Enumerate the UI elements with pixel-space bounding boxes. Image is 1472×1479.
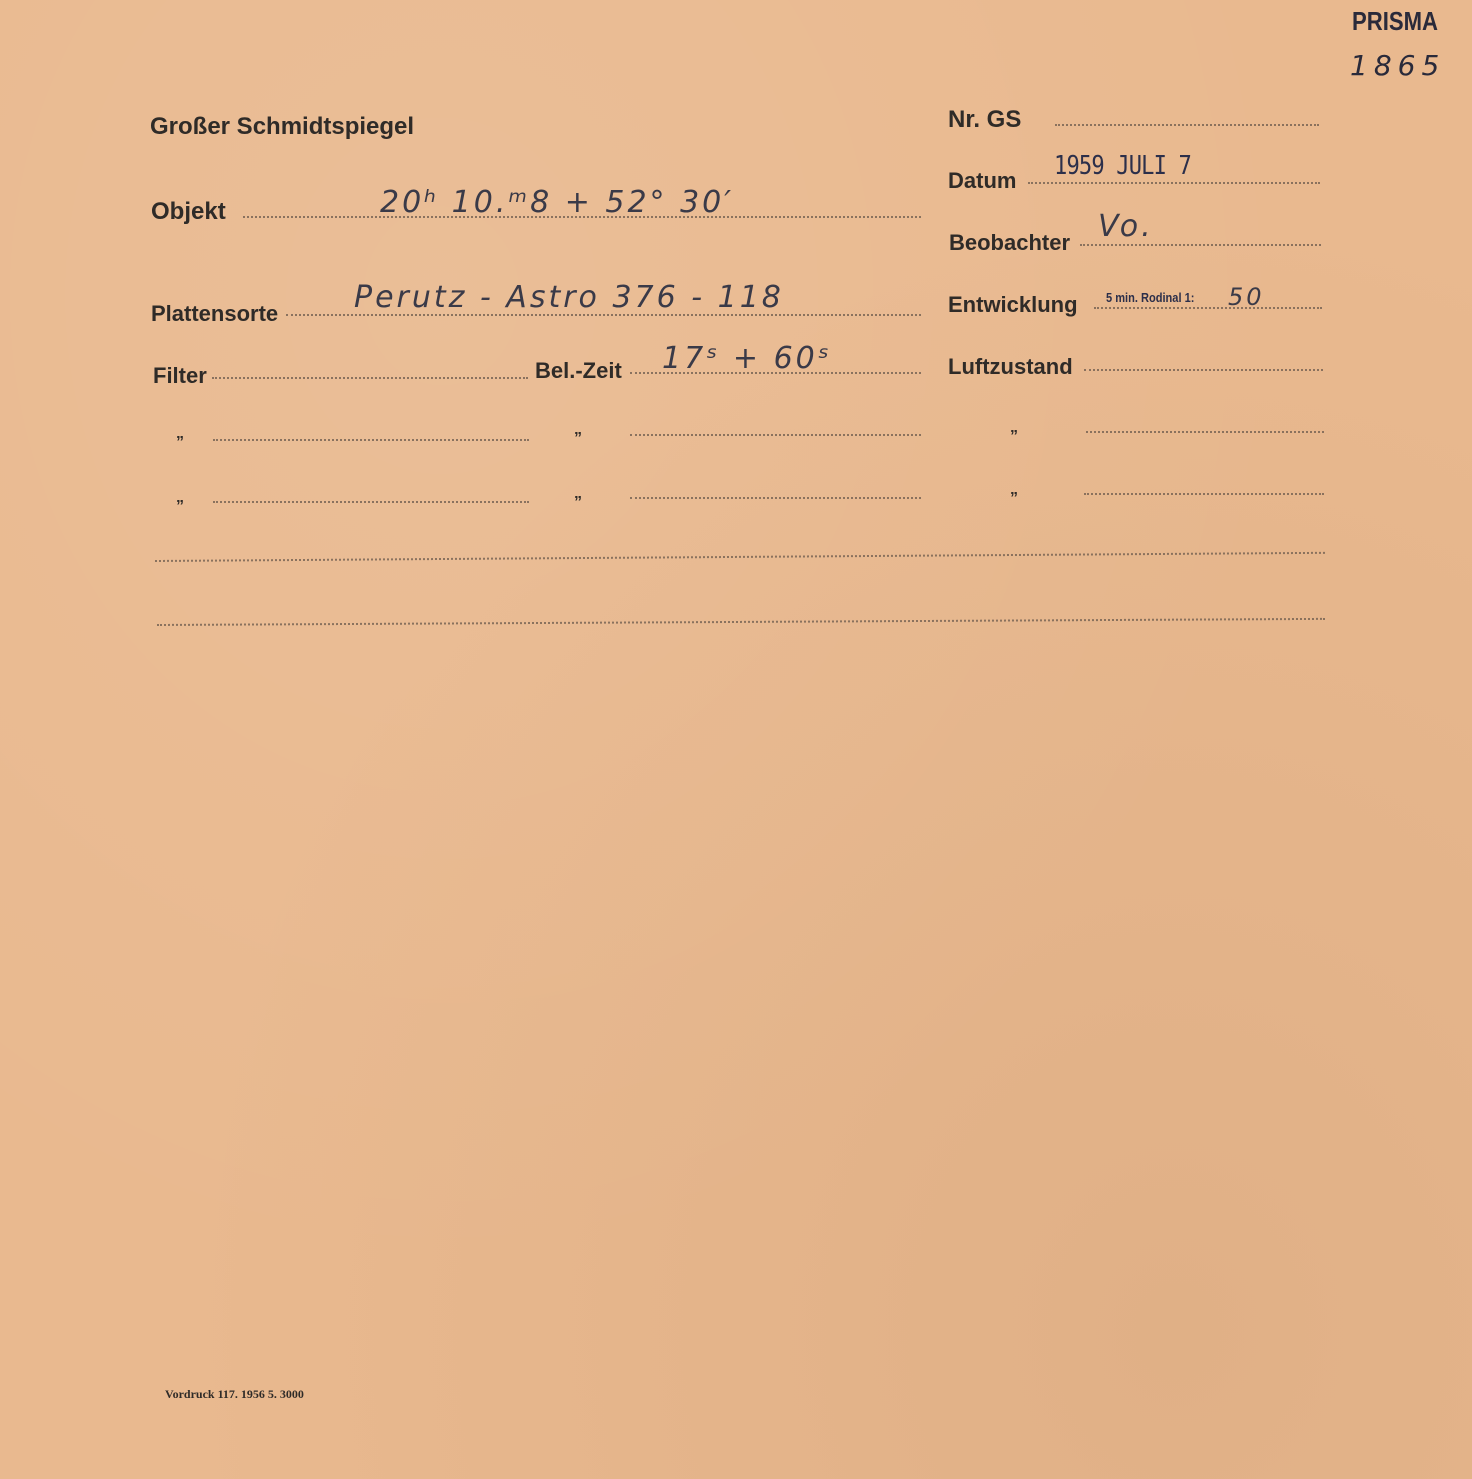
ditto-mark: „: [1010, 481, 1018, 498]
print-note: Vordruck 117. 1956 5. 3000: [165, 1387, 304, 1401]
entwicklung-line: [1094, 307, 1322, 309]
continuation-line: [1084, 493, 1324, 495]
continuation-line: [1086, 431, 1324, 433]
ditto-mark: „: [1010, 419, 1018, 436]
entwicklung-stamp: 5 min. Rodinal 1:: [1106, 290, 1195, 305]
beobachter-value: Vo.: [1098, 209, 1154, 244]
plattensorte-value: Perutz - Astro 376 - 118: [354, 280, 784, 315]
objekt-label: Objekt: [151, 198, 226, 225]
datum-line: [1028, 182, 1320, 184]
filter-label: Filter: [153, 363, 207, 388]
form-title: Großer Schmidtspiegel: [150, 113, 415, 140]
archive-number: 1865: [1350, 49, 1446, 82]
objekt-value: 20ʰ 10.ᵐ8 + 52° 30′: [380, 185, 735, 220]
ditto-mark: „: [176, 489, 184, 506]
ditto-mark: „: [574, 421, 582, 438]
ditto-mark: „: [176, 425, 184, 442]
datum-value: 1959 JULI 7: [1054, 151, 1192, 181]
continuation-line: [630, 434, 921, 436]
luftzustand-label: Luftzustand: [948, 354, 1073, 379]
belzeit-value: 17ˢ + 60ˢ: [662, 341, 832, 376]
entwicklung-value: 50: [1228, 283, 1265, 311]
luftzustand-line: [1084, 369, 1323, 371]
continuation-line: [213, 439, 529, 441]
filter-line: [212, 377, 528, 379]
entwicklung-label: Entwicklung: [948, 292, 1078, 317]
plattensorte-label: Plattensorte: [151, 301, 279, 326]
nr-label: Nr. GS: [948, 106, 1022, 133]
beobachter-label: Beobachter: [949, 230, 1071, 255]
belzeit-label: Bel.-Zeit: [535, 358, 622, 383]
ditto-mark: „: [574, 485, 582, 502]
datum-label: Datum: [948, 168, 1017, 193]
beobachter-line: [1080, 244, 1321, 246]
continuation-line: [630, 497, 921, 499]
continuation-line: [213, 501, 529, 503]
nr-line: [1055, 124, 1319, 126]
notes-line: [155, 552, 1325, 562]
notes-line: [157, 618, 1325, 626]
archive-stamp: PRISMA: [1352, 6, 1438, 36]
